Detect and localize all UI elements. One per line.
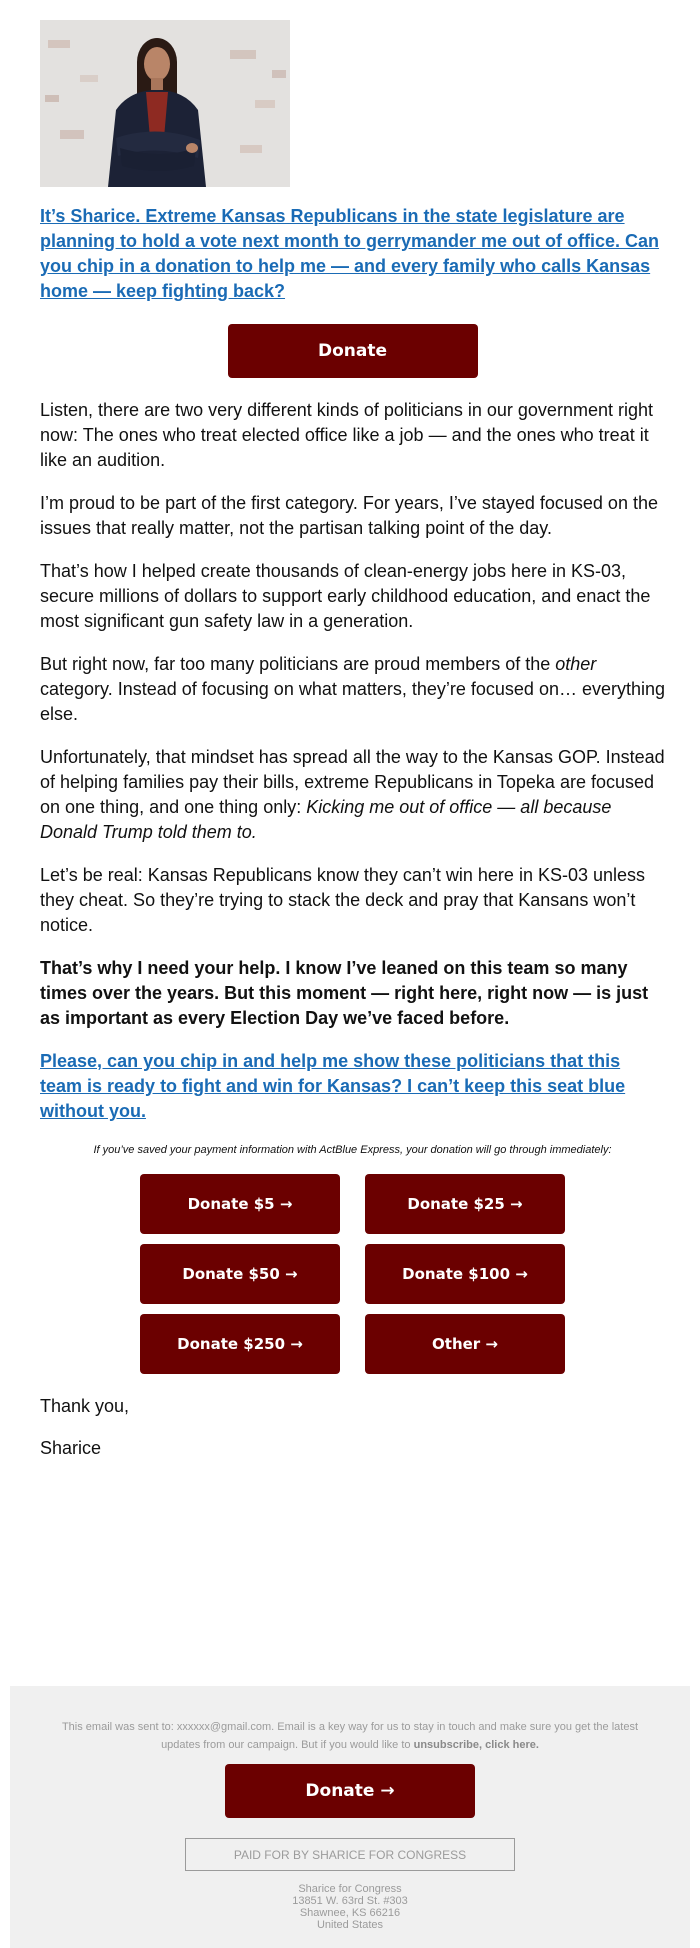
email-footer xyxy=(10,1686,690,1948)
donate-250-button[interactable]: Donate $250 → xyxy=(140,1314,340,1374)
footer-donate-button[interactable]: Donate → xyxy=(225,1764,475,1818)
signature: Sharice xyxy=(40,1438,102,1458)
paragraph-4-text-a: But right now, far too many politicians are proud members of the xyxy=(40,654,556,674)
paid-for-disclaimer: PAID FOR BY SHARICE FOR CONGRESS xyxy=(185,1838,515,1871)
paragraph-1: Listen, there are two very different kinds of politicians in our government right now: The ones who treat elected office like a job — and the ones who treat it like an audition. xyxy=(40,400,653,470)
footer-sent-notice xyxy=(55,1718,645,1754)
paragraph-4 xyxy=(40,652,665,727)
paragraph-6: Let’s be real: Kansas Republicans know they can’t win here in KS-03 unless they cheat. So they’re trying to stack the deck and pray that Kansans won’t notice. xyxy=(40,865,646,935)
headline-link[interactable]: It’s Sharice. Extreme Kansas Republicans in the state legislature are planning to hold a vote next month to gerrymander me out of office. Can you chip in a donation to help me — and every family who calls Kansas home — keep fighting back? xyxy=(40,206,660,301)
donate-button[interactable]: Donate xyxy=(228,324,478,378)
portrait-image xyxy=(40,20,290,187)
actblue-express-note: If you’ve saved your payment information with ActBlue Express, your donation will go through immediately: xyxy=(93,1144,612,1156)
paragraph-2: I’m proud to be part of the first category. For years, I’ve stayed focused on the issues that really matter, not the partisan talking point of the day. xyxy=(40,493,658,538)
donate-50-button[interactable]: Donate $50 → xyxy=(140,1244,340,1304)
main-content xyxy=(40,204,665,1461)
donate-other-button[interactable]: Other → xyxy=(365,1314,565,1374)
hero-photo xyxy=(40,20,290,187)
paragraph-7: That’s why I need your help. I know I’ve leaned on this team so many times over the years. But this moment — right here, right now — is just as important as every Election Day we’ve faced before. xyxy=(40,958,649,1028)
donate-5-button[interactable]: Donate $5 → xyxy=(140,1174,340,1234)
unsubscribe-link[interactable]: unsubscribe, click here. xyxy=(413,1739,539,1751)
paragraph-5 xyxy=(40,745,665,845)
donation-amount-grid xyxy=(140,1174,565,1374)
appeal-link[interactable]: Please, can you chip in and help me show these politicians that this team is ready to fight and win for Kansas? I can’t keep this seat blue without you. xyxy=(40,1051,626,1121)
address-org: Sharice for Congress xyxy=(298,1883,402,1895)
paragraph-5-emphasis: Kicking me out of office — all because Donald Trump told them to. xyxy=(40,797,612,842)
donate-100-button[interactable]: Donate $100 → xyxy=(365,1244,565,1304)
paragraph-4-emphasis: other xyxy=(555,654,597,674)
paragraph-5-text: Unfortunately, that mindset has spread all the way to the Kansas GOP. Instead of helping families pay their bills, extreme Republicans in Topeka are focused on one thing, and one thing only: xyxy=(40,747,665,817)
mailing-address xyxy=(10,1883,690,1931)
paragraph-4-text-b: category. Instead of focusing on what matters, they’re focused on… everything else. xyxy=(40,679,666,724)
address-city: Shawnee, KS 66216 xyxy=(299,1907,401,1919)
address-country: United States xyxy=(316,1919,384,1931)
donate-25-button[interactable]: Donate $25 → xyxy=(365,1174,565,1234)
footer-sent-text: This email was sent to: xxxxxx@gmail.com. Email is a key way for us to stay in touch and make sure you get the latest updates from our campaign. But if you would like to xyxy=(61,1721,639,1751)
address-street: 13851 W. 63rd St. #303 xyxy=(292,1895,408,1907)
paragraph-3: That’s how I helped create thousands of clean-energy jobs here in KS-03, secure millions of dollars to support early childhood education, and enact the most significant gun safety law in a generation. xyxy=(40,561,651,631)
closing-text: Thank you, xyxy=(40,1396,130,1416)
